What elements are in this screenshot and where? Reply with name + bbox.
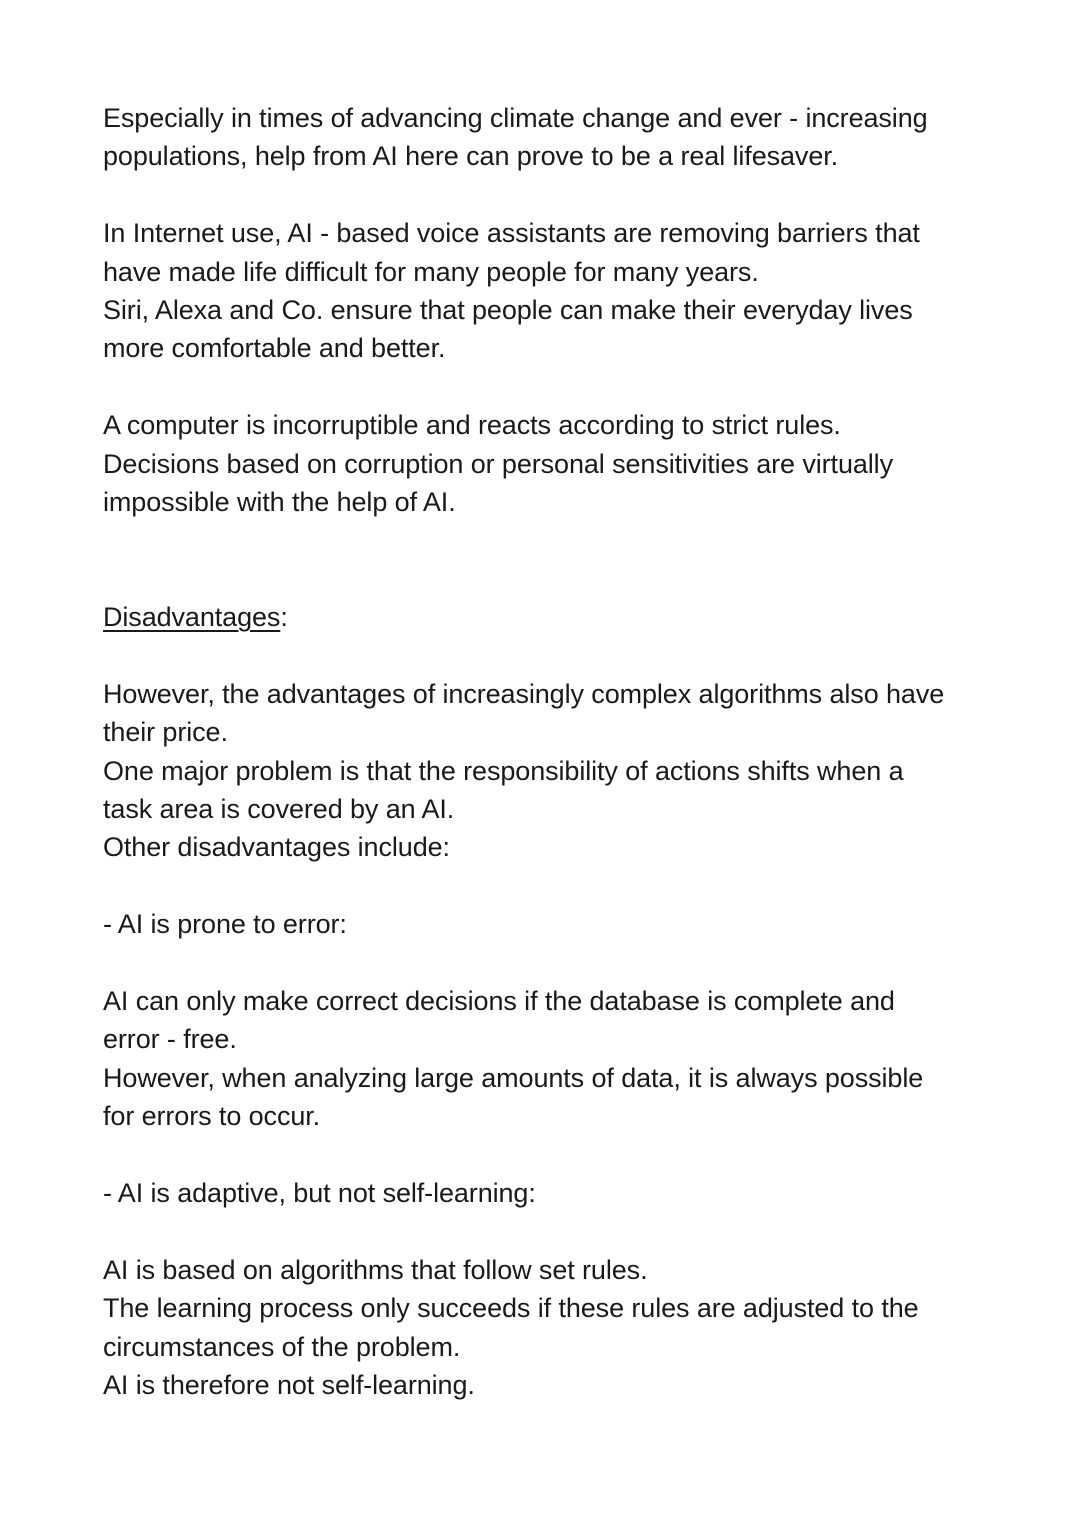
heading-text: Disadvantages [103,602,281,633]
text-line: Especially in times of advancing climate change and ever - increasing [103,103,928,133]
paragraph-gap [103,176,983,214]
paragraph-incorruptible [103,406,983,521]
text-line: One major problem is that the responsibility of actions shifts when a [103,755,904,786]
bullet-prone-to-error: - AI is prone to error: [103,909,347,940]
text-line: A computer is incorruptible and reacts according to strict rules. [103,410,841,441]
paragraph-climate [103,99,983,176]
text-line: AI is based on algorithms that follow set rules. [103,1254,648,1285]
text-line: their price. [103,717,228,748]
document-body [103,99,983,1404]
text-line: Decisions based on corruption or personal sensitivities are virtually [103,448,893,479]
paragraph-gap [103,368,983,406]
paragraph-gap [103,867,983,905]
text-line: AI is therefore not self-learning. [103,1369,475,1400]
paragraph-gap [103,944,983,982]
paragraph-gap [103,1136,983,1174]
text-line: However, when analyzing large amounts of data, it is always possible [103,1062,924,1093]
text-line: error - free. [103,1024,237,1055]
paragraph-price [103,675,983,867]
section-heading-disadvantages [103,598,983,636]
text-line: for errors to occur. [103,1101,321,1132]
text-line: However, the advantages of increasingly complex algorithms also have [103,678,945,709]
text-line: task area is covered by an AI. [103,794,455,825]
text-line: populations, help from AI here can prove to be a real lifesaver. [103,141,839,172]
paragraph-gap [103,636,983,674]
text-line: impossible with the help of AI. [103,486,456,517]
text-line: Siri, Alexa and Co. ensure that people can make their everyday lives [103,294,913,325]
paragraph-rules [103,1251,983,1405]
text-line: In Internet use, AI - based voice assistants are removing barriers that [103,218,920,249]
paragraph-gap [103,521,983,559]
paragraph-errors [103,982,983,1136]
text-line: AI can only make correct decisions if the database is complete and [103,985,895,1016]
paragraph-gap [103,560,983,598]
text-line: The learning process only succeeds if these rules are adjusted to the [103,1293,919,1324]
text-line: circumstances of the problem. [103,1331,461,1362]
paragraph-voice-assistants [103,214,983,368]
heading-colon: : [280,602,288,633]
bullet-adaptive: - AI is adaptive, but not self-learning: [103,1177,536,1208]
paragraph-gap [103,1212,983,1250]
text-line: Other disadvantages include: [103,832,450,863]
text-line: more comfortable and better. [103,333,446,364]
text-line: have made life difficult for many people for many years. [103,256,759,287]
